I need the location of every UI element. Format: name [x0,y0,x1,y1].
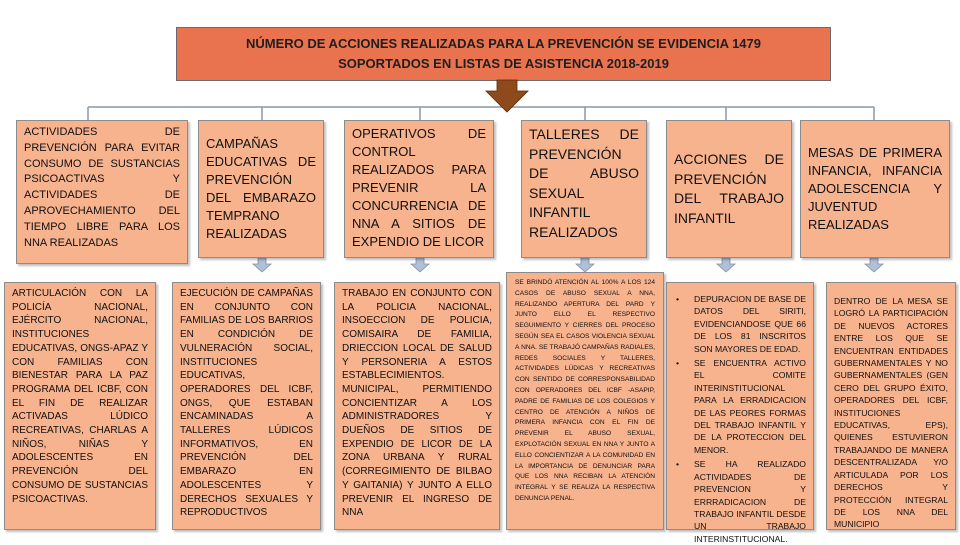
header-text-2: CAMPAÑAS EDUCATIVAS DE PREVENCIÓN DEL EMBARAZO TEMPRANO REALIZADAS [206,136,316,241]
header-text-6: MESAS DE PRIMERA INFANCIA, INFANCIA ADOLESCENCIA Y JUVENTUD REALIZADAS [808,145,942,232]
header-box-2 [198,120,324,258]
bullet-text-1: DEPURACION DE BASE DE DATOS DEL SIRITI, EVIDENCIANDOSE QUE 66 DE LOS 81 INSCRITOS SON MAYORES DE EDAD. [694,294,806,354]
header-text-5: ACCIONES DE PREVENCIÓN DEL TRABAJO INFANTIL [674,151,784,226]
column-arrow-4 [576,258,594,272]
detail-box-1 [4,282,156,530]
bullet-2: • [676,358,680,369]
detail-box-5 [666,282,814,544]
header-box-4 [521,120,647,258]
column-arrow-6 [865,258,883,272]
title-line-1: NÚMERO DE ACCIONES REALIZADAS PARA LA PREVENCIÓN SE EVIDENCIA 1479 [245,36,762,51]
bullet-text-2: SE ENCUENTRA ACTIVO EL COMITE INTERINSTITUCIONAL PARA LA ERRADICACION DE LAS PEORES FORMAS DEL TRABAJO INFANTIL Y DE LA PROTECCION DEL MENOR. [694,358,806,455]
column-arrow-5 [717,258,735,272]
detail-box-3 [334,282,500,530]
header-text-4: TALLERES DE PREVENCIÓN DE ABUSO SEXUAL INFANTIL REALIZADOS [529,126,639,240]
detail-box-4 [506,272,664,530]
header-box-6 [800,120,950,258]
column-arrow-2 [253,258,271,272]
detail-text-2: EJECUCIÓN DE CAMPAÑAS EN CONJUNTO CON FAMILIAS DE LOS BARRIOS EN CONDICIÓN DE VULNERACIÓN SOCIAL, INSTITUCIONES EDUCATIVAS, OPERADORES DEL ICBF, ONGS, QUE ESTABAN ENCAMINADAS A TALLERES LÚDICOS INFORMATIVOS, EN PREVENCIÓN DEL EMBARAZO EN ADOLESCENTES Y DERECHOS SEXUALES Y REPRODUCTIVOS [180,288,313,519]
bullet-1: • [676,294,680,304]
header-box-1 [16,120,188,264]
header-box-3 [344,120,494,258]
detail-text-3: TRABAJO EN CONJUNTO CON LA POLICIA NACIONAL, INSOECCION DE POLICIA, COMISAIRA DE FAMILIA, DRIECCION LOCAL DE SALUD Y PERSONERIA A ESTOS ESTABLECIMIENTOS. MUNICIPAL, PERMITIENDO CONCIENTIZAR A LOS ADMINISTRADORES Y DUEÑOS DE SITIOS DE EXPENDIO DE LICOR DE LA ZONA URBANA Y RURAL (CORREGIMIENTO DE BILBAO Y GAITANIA) Y JUNTO A ELLO PREVENIR EL INGRESO DE NNA [342,288,492,519]
header-text-3: OPERATIVOS DE CONTROL REALIZADOS PARA PREVENIR LA CONCURRENCIA DE NNA A SITIOS DE EXPENDIO DE LICOR [352,126,486,249]
header-text-1: ACTIVIDADES DE PREVENCIÓN PARA EVITAR CONSUMO DE SUSTANCIAS PSICOACTIVAS Y ACTIVIDADES DE APROVECHAMIENTO DEL TIEMPO LIBRE PARA LOS NNA REALIZADAS [24,126,180,249]
detail-text-1: ARTICULACIÓN CON LA POLICÍA NACIONAL, EJÉRCITO NACIONAL, INSTITUCIONES EDUCATIVAS, ONGS-APAZ Y CON FAMILIAS CON BIENESTAR PARA LA PAZ PROGRAMA DEL ICBF, CON EL FIN DE REALIZAR ACTIVADAS LÚDICO RECREATIVAS, CHARLAS A NIÑOS, NIÑAS Y ADOLESCENTES EN PREVENCIÓN DEL CONSUMO DE SUSTANCIAS PSICOACTIVAS. [12,288,148,505]
bullet-item-3 [674,458,806,545]
detail-box-2 [172,282,321,530]
header-box-5 [666,120,792,258]
detail-box-6 [826,282,956,530]
title-line-2: SOPORTADOS EN LISTAS DE ASISTENCIA 2018-2019 [338,56,669,71]
bullet-text-3: SE HA REALIZADO ACTIVIDADES DE PREVENCION Y ERRRADICACION DE TRABAJO INFANTIL DESDE UN TRABAJO INTERINSTITUCIONAL. [694,459,806,544]
bullet-item-1 [674,293,806,355]
bullet-item-2 [674,357,806,456]
detail-text-6: DENTRO DE LA MESA SE LOGRÓ LA PARTICIPACIÓN DE NUEVOS ACTORES ENTRE LOS QUE SE ENCUENTRAN ENTIDADES GUBERNAMENTALES Y NO GUBERNAMENTALES (GEN CERO DEL GRUPO ÉXITO, OPERADORES DEL ICBF, INSTITUCIONES EDUCATIVAS, EPS), QUIENES ESTUVIERON TRABAJANDO DE MANERA DESCENTRALIZADA Y/O ARTICULADA POR LOS DERECHOS Y PROTECCIÓN INTEGRAL DE LOS NNA DEL MUNICIPIO [834,296,948,530]
bullet-3: • [676,459,680,470]
column-arrow-3 [411,258,429,272]
detail-text-4: SE BRINDÓ ATENCIÓN AL 100% A LOS 124 CASOS DE ABUSO SEXUAL A NNA, REALIZANDO APERTURA DEL PARD Y JUNTO ELLO EL RESPECTIVO SEGUIMIENTO Y CIERRES DEL PROCESO SEGÚN SEA EL CASOS VIOLENCIA SEXUAL A NNA. SE TRABAJÓ CAMPAÑAS RADIALES, REDES SOCIALES Y TALLERES, ACTIVIDADES LÚDICAS Y RECREATIVAS CON SENTIDO DE CORRESPONSABILIDAD CON OPERADORES DEL ICBF -ASAPIP, PADRE DE FAMILIAS DE LOS COLEGIOS Y CENTRO DE ATENCIÓN A NIÑOS DE PRIMERA INFANCIA CON EL FIN DE PREVENIR EL ABUSO SEXUAL, EXPLOTACIÓN SEXUAL EN NNA Y JUNTO A ELLO CONCIENTIZAR A LA COMUNIDAD EN LA IMPORTANCIA DE DENUNCIAR PARA QUE LOS NNA RECIBAN LA ATENCIÓN INTEGRAL Y SE REALIZA LA RESPECTIVA DENUNCIA PENAL. [515,279,655,502]
